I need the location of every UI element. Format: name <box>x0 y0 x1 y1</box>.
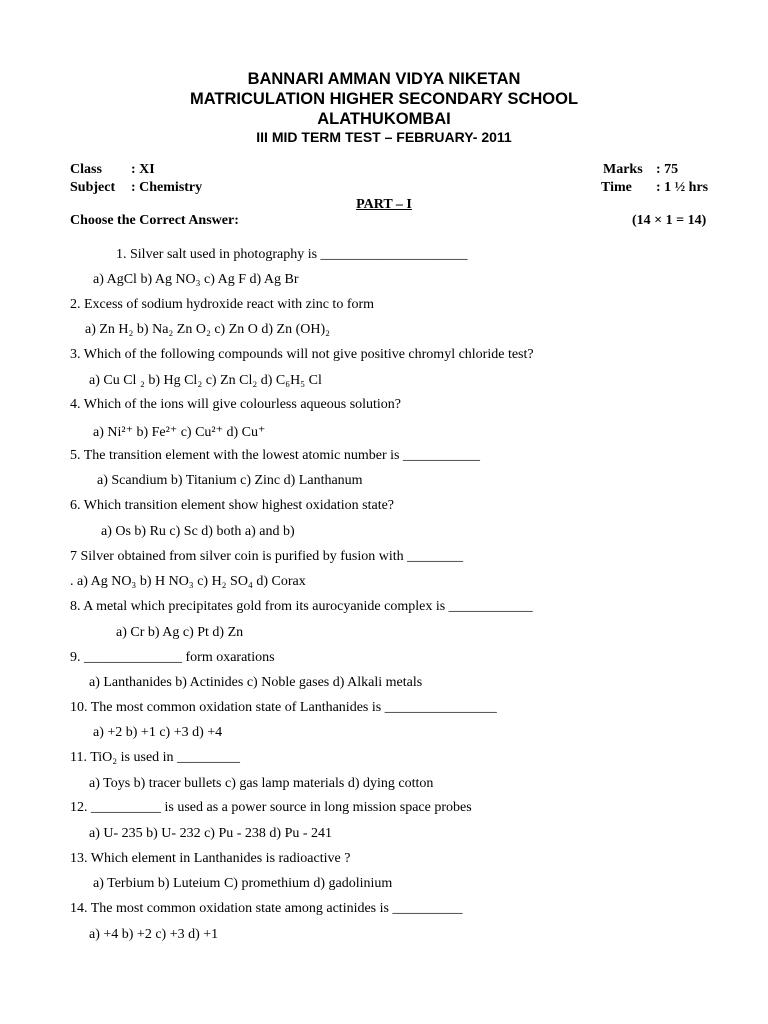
instruction: Choose the Correct Answer: <box>70 213 239 228</box>
options-10: a) +2 b) +1 c) +3 d) +4 <box>93 725 223 740</box>
question-9: 9. ______________ form oxarations <box>70 650 275 665</box>
marks-formula: (14 × 1 = 14) <box>632 213 707 228</box>
options-13: a) Terbium b) Luteium C) promethium d) gadolinium <box>93 876 393 891</box>
time-label: Time <box>601 180 632 195</box>
question-14: 14. The most common oxidation state among actinides is __________ <box>70 901 463 916</box>
question-12: 12. __________ is used as a power source in long mission space probes <box>70 800 472 815</box>
options-3: a) Cu Cl ₂ b) Hg Cl₂ c) Zn Cl₂ d) C₆H₅ Cl <box>89 373 322 388</box>
question-2: 2. Excess of sodium hydroxide react with zinc to form <box>70 297 375 312</box>
time-value: : 1 ½ hrs <box>656 180 709 195</box>
question-6: 6. Which transition element show highest oxidation state? <box>70 498 395 513</box>
question-7: 7 Silver obtained from silver coin is purified by fusion with ________ <box>70 549 464 564</box>
question-13: 13. Which element in Lanthanides is radioactive ? <box>70 851 351 866</box>
options-5: a) Scandium b) Titanium c) Zinc d) Lanthanum <box>97 473 363 488</box>
question-11: 11. TiO₂ is used in _________ <box>70 750 241 765</box>
options-14: a) +4 b) +2 c) +3 d) +1 <box>89 927 219 942</box>
question-4: 4. Which of the ions will give colourless aqueous solution? <box>70 397 402 412</box>
part-title: PART – I <box>356 197 412 212</box>
options-1: a) AgCl b) Ag NO₃ c) Ag F d) Ag Br <box>93 272 299 287</box>
school-name: BANNARI AMMAN VIDYA NIKETAN <box>247 70 521 88</box>
options-4: a) Ni²⁺ b) Fe²⁺ c) Cu²⁺ d) Cu⁺ <box>93 425 266 440</box>
options-8: a) Cr b) Ag c) Pt d) Zn <box>116 625 244 640</box>
options-12: a) U- 235 b) U- 232 c) Pu - 238 d) Pu - 241 <box>89 826 333 841</box>
marks-label: Marks <box>603 162 643 177</box>
question-5: 5. The transition element with the lowest atomic number is ___________ <box>70 448 480 463</box>
test-title: III MID TERM TEST – FEBRUARY- 2011 <box>256 129 512 145</box>
class-label: Class <box>70 162 102 177</box>
school-type: MATRICULATION HIGHER SECONDARY SCHOOL <box>189 90 579 108</box>
options-9: a) Lanthanides b) Actinides c) Noble gases d) Alkali metals <box>89 675 423 690</box>
question-1: 1. Silver salt used in photography is _____________________ <box>116 247 468 262</box>
school-location: ALATHUKOMBAI <box>317 110 451 128</box>
question-3: 3. Which of the following compounds will not give positive chromyl chloride test? <box>70 347 534 362</box>
subject-label: Subject <box>70 180 116 195</box>
question-10: 10. The most common oxidation state of Lanthanides is ________________ <box>70 700 497 715</box>
options-2: a) Zn H₂ b) Na₂ Zn O₂ c) Zn O d) Zn (OH)₂ <box>85 322 331 337</box>
options-6: a) Os b) Ru c) Sc d) both a) and b) <box>101 524 295 539</box>
subject-value: : Chemistry <box>131 180 203 195</box>
question-8: 8. A metal which precipitates gold from its aurocyanide complex is ____________ <box>70 599 533 614</box>
marks-value: : 75 <box>656 162 679 177</box>
options-7: . a) Ag NO₃ b) H NO₃ c) H₂ SO₄ d) Corax <box>70 574 306 589</box>
options-11: a) Toys b) tracer bullets c) gas lamp materials d) dying cotton <box>89 776 434 791</box>
class-value: : XI <box>131 162 155 177</box>
